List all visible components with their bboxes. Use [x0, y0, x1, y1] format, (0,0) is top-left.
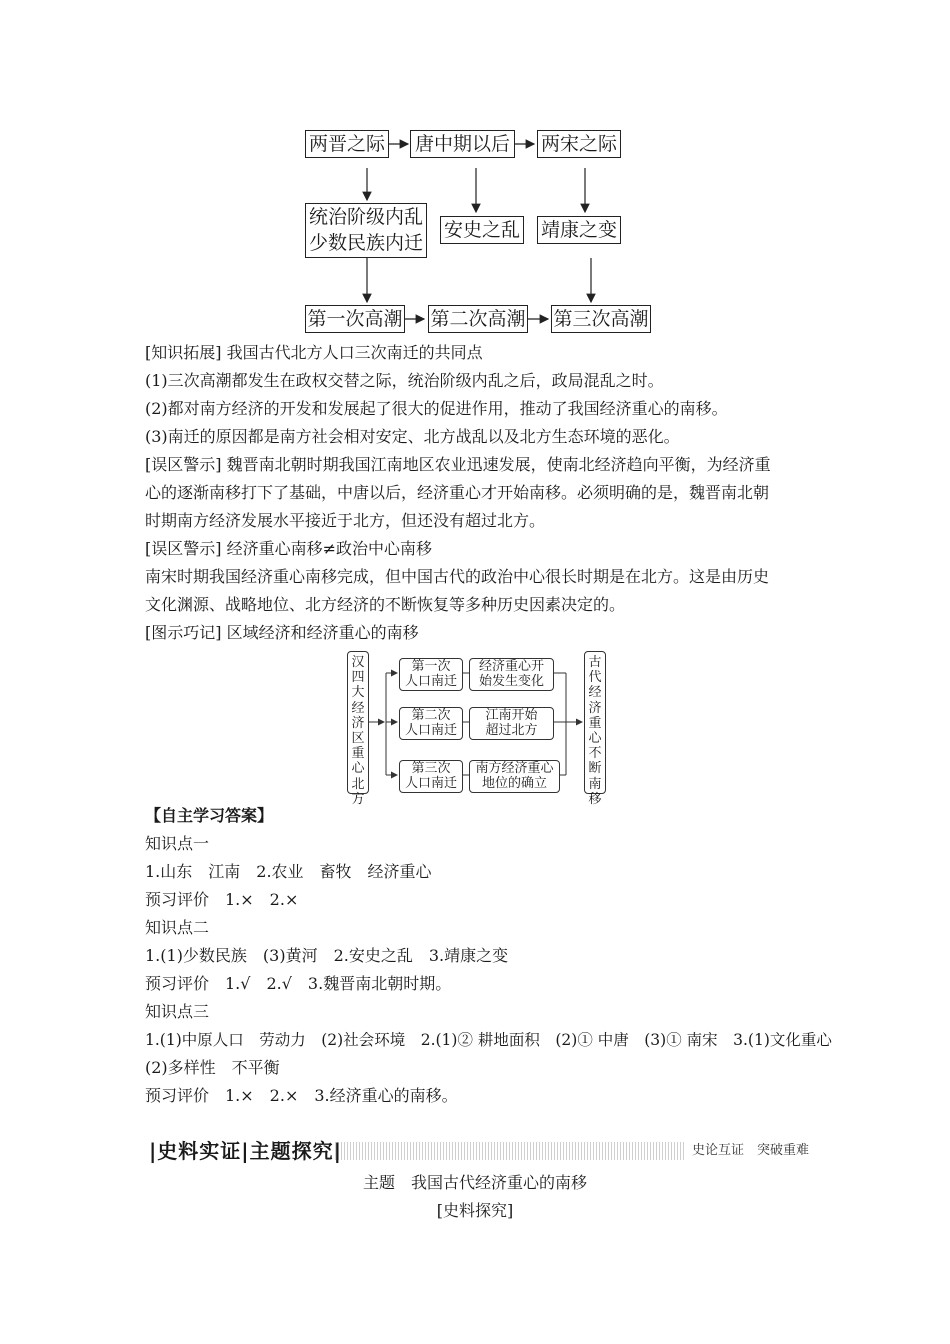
right-vertical-text: 古代经济重心不断南移	[588, 655, 602, 807]
migration-box-3-line1: 第三次	[411, 761, 451, 776]
text-line: (1)三次高潮都发生在政权交替之际，统治阶级内乱之后，政局混乱之时。	[145, 371, 664, 390]
result-box-3-line1: 南方经济重心	[475, 761, 554, 776]
topic-subtitle: [史料探究]	[436, 1201, 514, 1220]
result-box-2-line2: 超过北方	[485, 723, 538, 738]
migration-box-1-line2: 人口南迁	[404, 674, 457, 689]
answer-line: 预习评价 1.√ 2.√ 3.魏晋南北朝时期。	[145, 974, 452, 993]
answer-line: (2)多样性 不平衡	[145, 1058, 280, 1077]
answer-line: 预习评价 1.× 2.× 3.经济重心的南移。	[145, 1086, 458, 1105]
section-banner	[145, 1138, 813, 1164]
text-line: [误区警示] 经济重心南移≠政治中心南移	[145, 539, 432, 558]
cause-box-2: 安史之乱	[440, 216, 524, 244]
text-line: 南宋时期我国经济重心南移完成，但中国古代的政治中心很长时期是在北方。这是由历史	[145, 567, 770, 586]
left-vertical-box	[347, 651, 369, 807]
right-vertical-box	[584, 651, 606, 807]
knowledge-point-3: 知识点三	[145, 1002, 210, 1021]
answer-line: 预习评价 1.× 2.×	[145, 890, 299, 909]
text-line: (2)都对南方经济的开发和发展起了很大的促进作用，推动了我国经济重心的南移。	[145, 399, 728, 418]
left-vertical-text: 汉四大经济区 重心北方	[351, 655, 365, 807]
text-line: 心的逐渐南移打下了基础，中唐以后，经济重心才开始南移。必须明确的是，魏晋南北朝	[145, 483, 770, 502]
answer-line: 1.(1)少数民族 (3)黄河 2.安史之乱 3.靖康之变	[145, 946, 509, 965]
result-box-1	[469, 658, 554, 691]
text-line: [图示巧记] 区域经济和经济重心的南移	[145, 623, 419, 642]
text-line: [知识拓展] 我国古代北方人口三次南迁的共同点	[145, 343, 483, 362]
result-box-2-line1: 江南开始	[485, 708, 538, 723]
wave-box-1: 第一次高潮	[305, 305, 405, 333]
text-line: (3)南迁的原因都是南方社会相对安定、北方战乱以及北方生态环境的恶化。	[145, 427, 680, 446]
banner-subtitle: 史论互证 突破重难	[684, 1141, 809, 1161]
migration-box-1	[399, 658, 463, 691]
text-line: [误区警示] 魏晋南北朝时期我国江南地区农业迅速发展，使南北经济趋向平衡，为经济重	[145, 455, 771, 474]
result-box-1-line2: 始发生变化	[478, 674, 544, 689]
text-line: 时期南方经济发展水平接近于北方，但还没有超过北方。	[145, 511, 546, 530]
migration-box-3-line2: 人口南迁	[404, 776, 457, 791]
result-box-2	[469, 707, 554, 740]
answer-line: 1.山东 江南 2.农业 畜牧 经济重心	[145, 862, 432, 881]
banner-title: |史料实证|主题探究|	[149, 1139, 342, 1163]
result-box-3	[469, 760, 560, 793]
cause-box-1-line1: 统治阶级内乱	[308, 206, 423, 228]
topic-title: 主题 我国古代经济重心的南移	[362, 1173, 587, 1192]
answer-line: 1.(1)中原人口 劳动力 (2)社会环境 2.(1)② 耕地面积 (2)① 中唐 (3)① 南宋 3.(1)文化重心	[145, 1031, 832, 1049]
text-line: 文化渊源、战略地位、北方经济的不断恢复等多种历史因素决定的。	[145, 595, 626, 614]
result-box-3-line2: 地位的确立	[481, 776, 547, 791]
era-box-2: 唐中期以后	[410, 130, 515, 158]
migration-box-1-line1: 第一次	[411, 659, 451, 674]
migration-box-3	[399, 760, 463, 793]
cause-box-3: 靖康之变	[537, 216, 621, 244]
migration-box-2-line2: 人口南迁	[404, 723, 457, 738]
result-box-1-line1: 经济重心开	[478, 659, 544, 674]
migration-box-2	[399, 707, 463, 740]
cause-box-1-line2: 少数民族内迁	[308, 232, 423, 254]
wave-box-2: 第二次高潮	[428, 305, 528, 333]
era-box-1: 两晋之际	[305, 130, 389, 158]
wave-box-3: 第三次高潮	[551, 305, 651, 333]
answers-heading: 【自主学习答案】	[145, 806, 274, 825]
knowledge-point-2: 知识点二	[145, 918, 210, 937]
migration-box-2-line1: 第二次	[411, 708, 451, 723]
knowledge-point-1: 知识点一	[145, 834, 210, 853]
era-box-3: 两宋之际	[537, 130, 621, 158]
